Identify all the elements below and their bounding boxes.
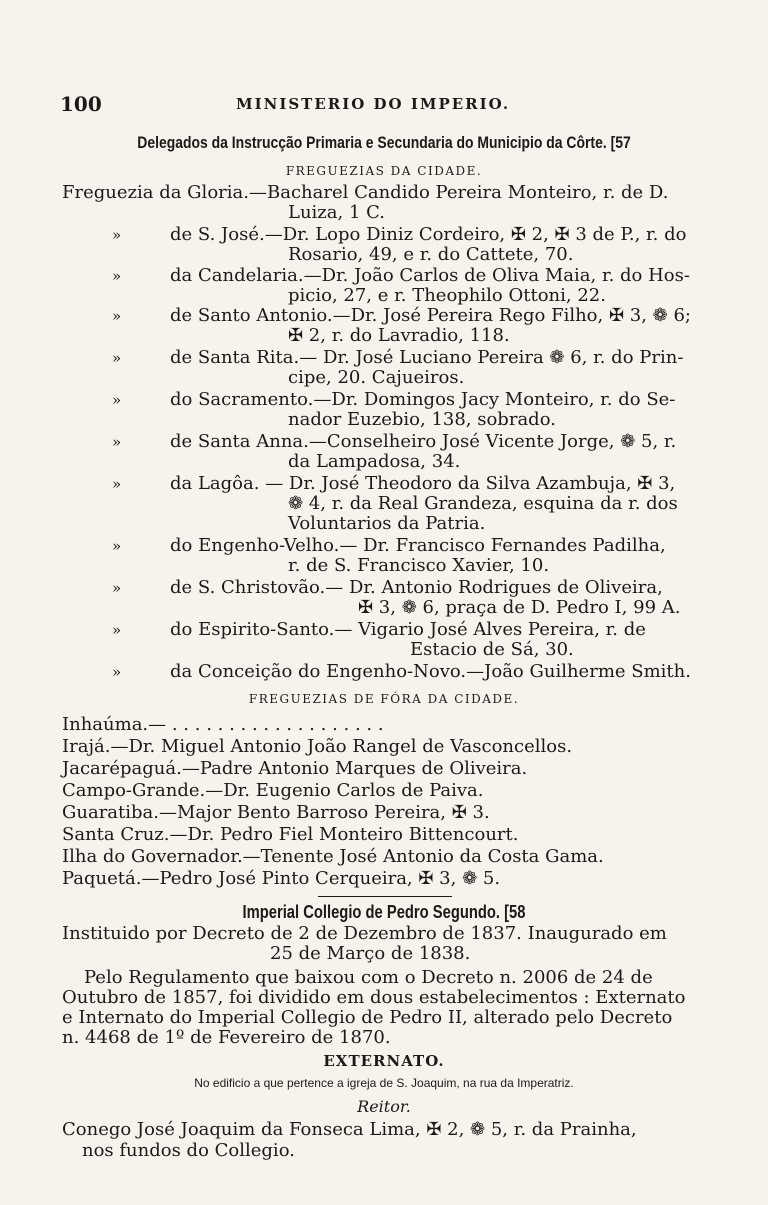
ditto-mark: » [112,267,122,285]
list-item: Santa Cruz.—Dr. Pedro Fiel Monteiro Bittencourt. [62,824,519,845]
reitor-line: nos fundos do Collegio. [82,1140,295,1161]
ditto-mark: » [112,433,122,451]
delegate-continuation: Estacio de Sá, 30. [410,639,574,660]
list-item: Guaratiba.—Major Bento Barroso Pereira, ✠ 3. [62,802,490,823]
parish-name: de S. Christovão. [170,577,326,598]
delegate-continuation: ✠ 2, r. do Lavradio, 118. [288,325,510,346]
delegados-note-ref: [57 [610,133,631,152]
collegio-note-ref: [58 [504,902,526,922]
delegate-continuation: Luiza, 1 C. [288,202,385,223]
delegate-continuation: picio, 27, e r. Theophilo Ottoni, 22. [288,285,606,306]
list-item: Campo-Grande.—Dr. Eugenio Carlos de Paiva. [62,780,484,801]
collegio-heading [69,902,699,923]
ditto-mark: » [112,391,122,409]
paragraph-line: 25 de Março de 1838. [270,943,471,964]
delegate-text: —Dr. José Pereira Rego Filho, ✠ 3, ❁ 6; [332,305,691,326]
parish-name: de S. José. [170,224,265,245]
ditto-mark: » [112,621,122,639]
delegate-continuation: Rosario, 49, e r. do Cattete, 70. [288,244,574,265]
paragraph-line: n. 4468 de 1º de Fevereiro de 1870. [62,1027,391,1048]
delegate-continuation: da Lampadosa, 34. [288,451,461,472]
subhead-fora: FREGUEZIAS DE FÓRA DA CIDADE. [248,692,520,706]
delegados-heading [69,133,699,153]
paragraph-line: Outubro de 1857, foi dividido em dous estabelecimentos : Externato [62,987,686,1008]
running-head [60,92,710,116]
parish-name: de Santo Antonio. [170,305,333,326]
paragraph-line: Instituido por Decreto de 2 de Dezembro de 1837. Inaugurado em [62,923,667,944]
ditto-mark: » [112,349,122,367]
delegate-continuation: ❁ 4, r. da Real Grandeza, esquina da r. dos [288,493,678,514]
ditto-mark: » [112,475,122,493]
delegate-continuation: r. de S. Francisco Xavier, 10. [288,555,550,576]
delegate-text: — Dr. Francisco Fernandes Padilha, [339,535,666,556]
delegate-text: —Dr. Lopo Diniz Cordeiro, ✠ 2, ✠ 3 de P., r. do [264,224,687,245]
parish-name: Freguezia da Gloria. [62,182,249,203]
parish-name: da Conceição do Engenho-Novo. [170,661,467,682]
section-divider [318,896,452,897]
ditto-mark: » [112,226,122,244]
ditto-mark: » [112,663,122,681]
reitor-label: Reitor. [357,1097,411,1116]
list-item: Paquetá.—Pedro José Pinto Cerqueira, ✠ 3, ❁ 5. [62,868,501,889]
parish-name: da Candelaria. [170,265,304,286]
delegate-text: —Bacharel Candido Pereira Monteiro, r. de D. [248,182,669,203]
list-item: Ilha do Governador.—Tenente José Antonio da Costa Gama. [62,846,604,867]
parish-name: de Santa Anna. [170,431,309,452]
parish-name: da Lagôa. [170,473,260,494]
delegate-text: — Dr. José Theodoro da Silva Azambuja, ✠ 3, [259,473,676,494]
delegate-text: — Vigario José Alves Pereira, r. de [334,619,646,640]
subhead-cidade: FREGUEZIAS DA CIDADE. [285,164,483,178]
delegate-text: —João Guilherme Smith. [466,661,691,682]
delegate-text: — Dr. José Luciano Pereira ❁ 6, r. do Prin- [299,347,684,368]
list-item: Jacarépaguá.—Padre Antonio Marques de Oliveira. [62,758,528,779]
collegio-heading-text: Imperial Collegio de Pedro Segundo. [242,902,501,922]
delegate-continuation: Voluntarios da Patria. [288,513,486,534]
delegate-text: —Conselheiro José Vicente Jorge, ❁ 5, r. [308,431,677,452]
delegados-heading-text: Delegados da Instrucção Primaria e Secundaria do Municipio da Côrte. [137,133,607,152]
parish-name: de Santa Rita. [170,347,300,368]
externato-title: EXTERNATO. [323,1052,445,1070]
ditto-mark: » [112,579,122,597]
list-item: Inhaúma.— . . . . . . . . . . . . . . . . . . . [62,714,384,735]
page-number: 100 [60,92,102,116]
list-item [62,183,668,203]
delegate-text: — Dr. Antonio Rodrigues de Oliveira, [325,577,663,598]
paragraph-line: e Internato do Imperial Collegio de Pedro II, alterado pelo Decreto [62,1007,673,1028]
delegate-continuation: ✠ 3, ❁ 6, praça de D. Pedro I, 99 A. [358,597,681,618]
header-title: MINISTERIO DO IMPERIO. [236,95,511,113]
paragraph-line: Pelo Regulamento que baixou com o Decreto n. 2006 de 24 de [84,967,653,988]
delegate-continuation: cipe, 20. Cajueiros. [288,367,465,388]
ditto-mark: » [112,307,122,325]
list-item: Irajá.—Dr. Miguel Antonio João Rangel de Vasconcellos. [62,736,573,757]
parish-name: do Sacramento. [170,389,314,410]
delegate-continuation: nador Euzebio, 138, sobrado. [288,409,556,430]
delegate-text: —Dr. Domingos Jacy Monteiro, r. do Se- [313,389,676,410]
delegate-text: —Dr. João Carlos de Oliva Maia, r. do Hos- [303,265,690,286]
ditto-mark: » [112,537,122,555]
externato-note: No edificio a que pertence a igreja de S. Joaquim, na rua da Imperatriz. [194,1076,574,1090]
parish-name: do Espirito-Santo. [170,619,335,640]
parish-name: do Engenho-Velho. [170,535,340,556]
reitor-line: Conego José Joaquim da Fonseca Lima, ✠ 2, ❁ 5, r. da Prainha, [62,1119,637,1140]
